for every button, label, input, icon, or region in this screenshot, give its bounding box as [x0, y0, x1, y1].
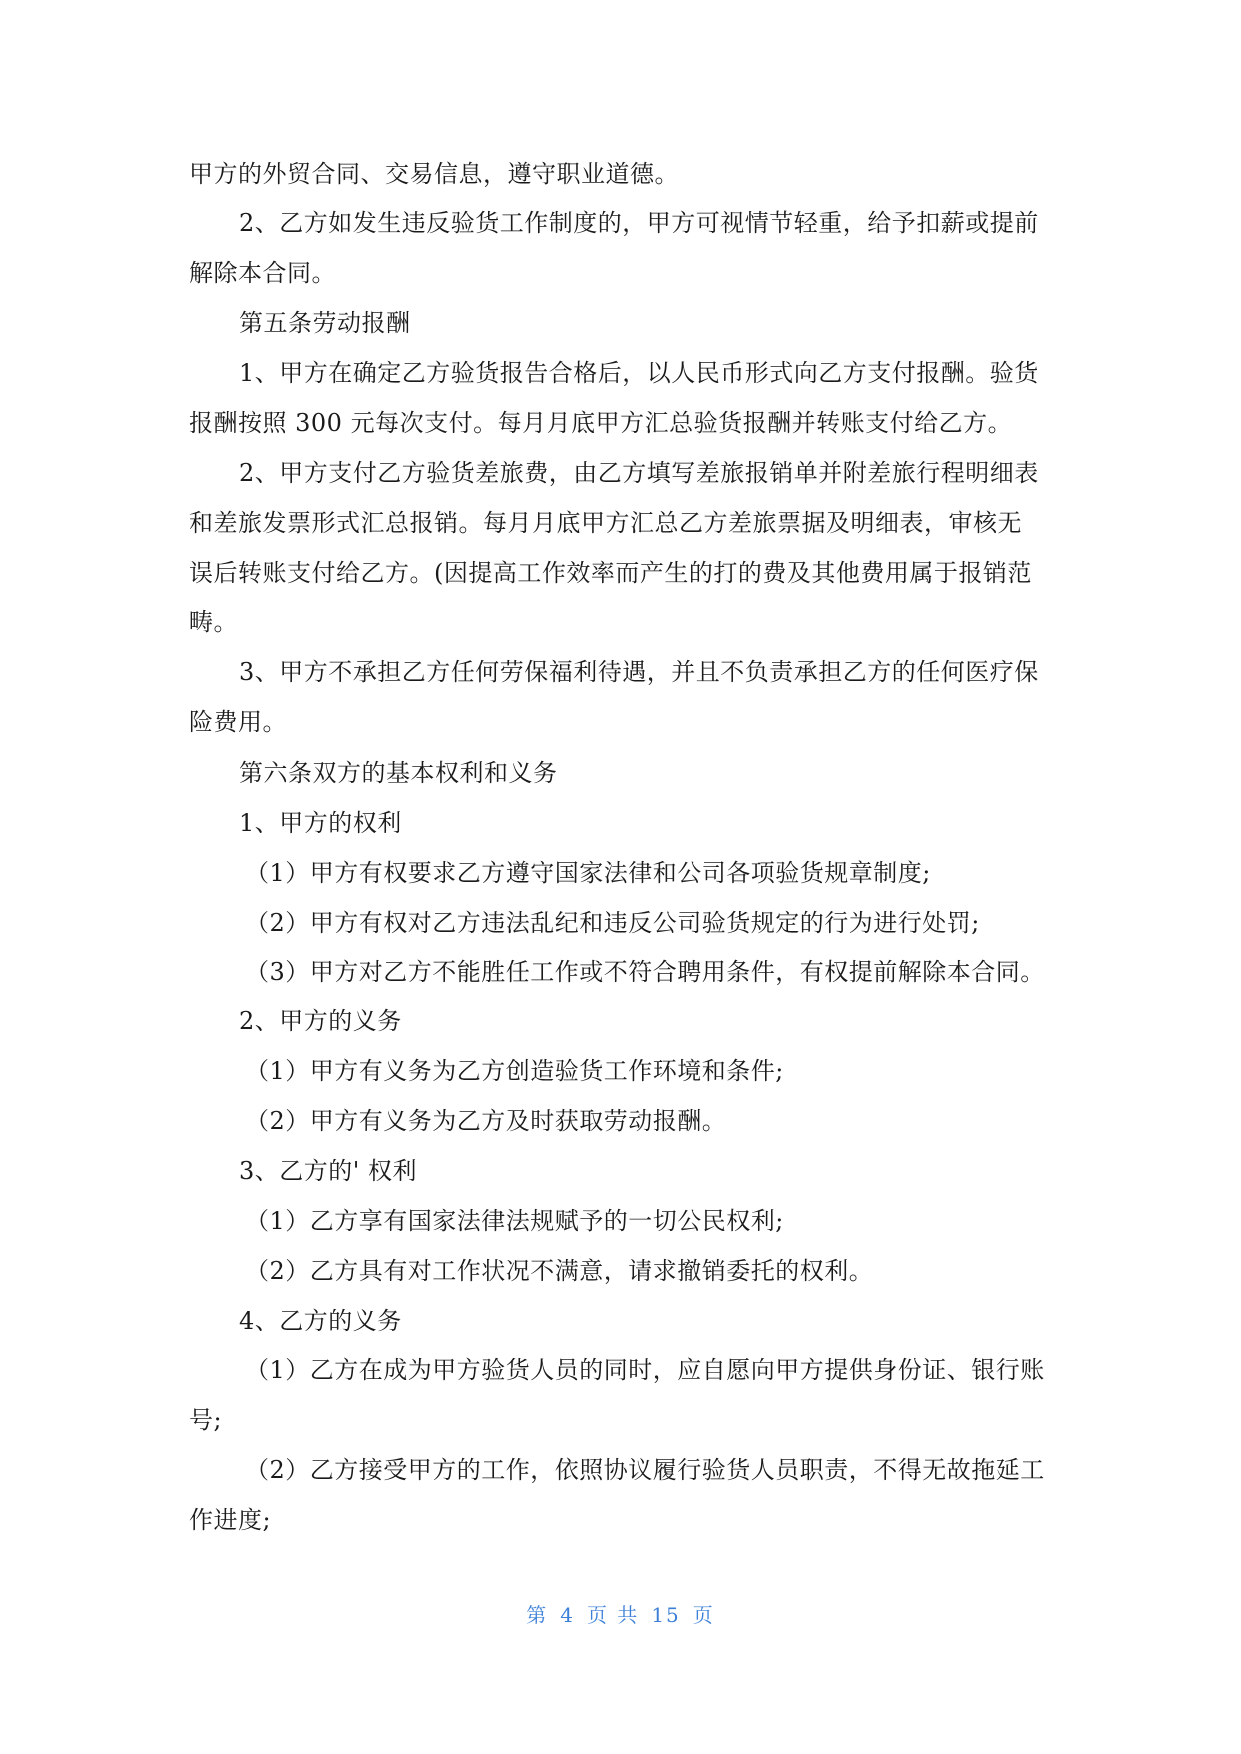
list-item: （2）乙方接受甲方的工作，依照协议履行验货人员职责，不得无故拖延工: [245, 1456, 1045, 1484]
page-number-footer: [0, 1599, 1241, 1628]
list-item: （3）甲方对乙方不能胜任工作或不符合聘用条件，有权提前解除本合同。: [245, 958, 1045, 986]
text-line: 2、乙方如发生违反验货工作制度的，甲方可视情节轻重，给予扣薪或提前: [239, 209, 1039, 237]
section-heading: 第六条双方的基本权利和义务: [239, 759, 558, 787]
text-line: 号;: [189, 1406, 223, 1434]
footer-prefix: 第: [526, 1603, 549, 1627]
subheading: 1、甲方的权利: [239, 809, 402, 837]
text-line: 险费用。: [189, 708, 287, 736]
subheading: 4、乙方的义务: [239, 1307, 402, 1335]
text-line: 畴。: [189, 608, 238, 636]
text-line: 报酬按照 300 元每次支付。每月月底甲方汇总验货报酬并转账支付给乙方。: [189, 409, 1013, 437]
list-item: （1）乙方享有国家法律法规赋予的一切公民权利;: [245, 1207, 784, 1235]
footer-mid: 页 共: [586, 1603, 640, 1627]
footer-total-pages: 15: [651, 1603, 681, 1627]
text-line: 误后转账支付给乙方。(因提高工作效率而产生的打的费及其他费用属于报销范: [189, 559, 1032, 587]
text-line: 1、甲方在确定乙方验货报告合格后，以人民币形式向乙方支付报酬。验货: [239, 359, 1039, 387]
list-item: （2）甲方有义务为乙方及时获取劳动报酬。: [245, 1107, 727, 1135]
text-line: 甲方的外贸合同、交易信息，遵守职业道德。: [189, 160, 679, 188]
footer-page-number: 4: [560, 1603, 575, 1627]
section-heading: 第五条劳动报酬: [239, 309, 411, 337]
text-line: 3、甲方不承担乙方任何劳保福利待遇，并且不负责承担乙方的任何医疗保: [239, 658, 1039, 686]
list-item: （1）乙方在成为甲方验货人员的同时，应自愿向甲方提供身份证、银行账: [245, 1356, 1045, 1384]
subheading: 3、乙方的' 权利: [239, 1157, 417, 1185]
list-item: （1）甲方有义务为乙方创造验货工作环境和条件;: [245, 1057, 784, 1085]
footer-suffix: 页: [692, 1603, 715, 1627]
list-item: （1）甲方有权要求乙方遵守国家法律和公司各项验货规章制度;: [245, 859, 931, 887]
text-line: 和差旅发票形式汇总报销。每月月底甲方汇总乙方差旅票据及明细表，审核无: [189, 509, 1022, 537]
text-line: 解除本合同。: [189, 259, 336, 287]
list-item: （2）甲方有权对乙方违法乱纪和违反公司验货规定的行为进行处罚;: [245, 909, 980, 937]
list-item: （2）乙方具有对工作状况不满意，请求撤销委托的权利。: [245, 1257, 874, 1285]
text-line: 作进度;: [189, 1506, 272, 1534]
subheading: 2、甲方的义务: [239, 1007, 402, 1035]
text-line: 2、甲方支付乙方验货差旅费，由乙方填写差旅报销单并附差旅行程明细表: [239, 459, 1039, 487]
